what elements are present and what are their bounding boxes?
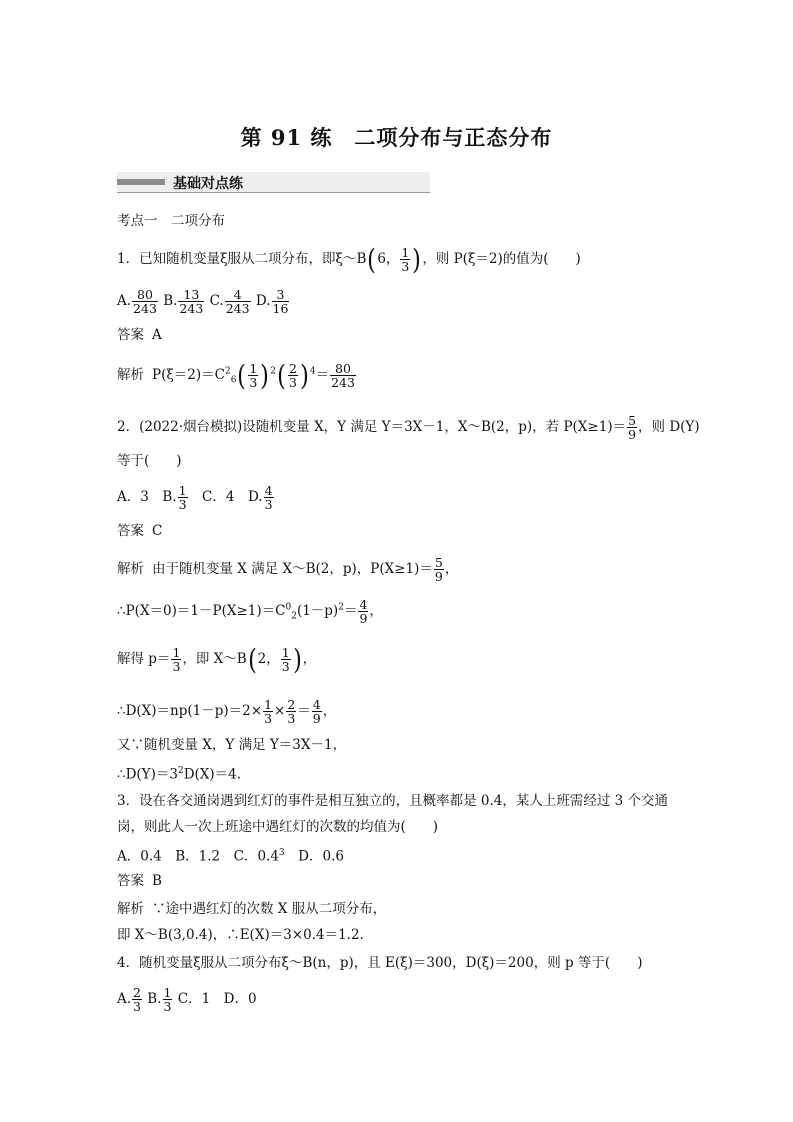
answer-label: 答案 bbox=[117, 327, 144, 343]
question-3: 3．设在各交通岗遇到红灯的事件是相互独立的，且概率都是 0.4，某人上班需经过 3 个交通 bbox=[117, 793, 669, 809]
analysis-label: 解析 bbox=[117, 367, 144, 383]
q2-analysis-2: $\therefore P(X=0)=1-P(X\ge 1)=C^0_2(1-p)^2=$ $\frac{4}{9}$ ， bbox=[117, 597, 383, 626]
q1-number: 1． bbox=[117, 251, 140, 267]
question-2: 2．(2022·烟台模拟)设随机变量 X，Y 满足 Y＝3X－1，X～B(2，p)，若 P(X≥1)＝ $\frac{5}{9}$ ，则 D(Y) bbox=[117, 413, 700, 442]
question-3-cont: 岗，则此人一次上班途中遇红灯的次数的均值为( ) bbox=[117, 819, 439, 835]
q1-answer bbox=[117, 326, 162, 344]
q2-analysis-5: 又∵随机变量 X，Y 满足 Y＝3X－1， bbox=[117, 737, 347, 753]
q2-analysis-6: $\therefore D(Y)=3^2D(X)=4$. bbox=[117, 766, 242, 783]
q3-analysis-1: 解析 ∵途中遇红灯的次数 X 服从二项分布， bbox=[117, 901, 387, 917]
q1-n: 6， bbox=[377, 251, 400, 267]
q1-analysis: 解析 $P(\xi=2)=C^2_6$( $\frac{1}{3}$ )$^2$( $\frac{2}{3}$ )$^4$＝ $\frac{80}{243}$ bbox=[117, 358, 355, 392]
q2-option-c: C．4 bbox=[202, 489, 235, 505]
q2-option-b: B. $\frac{1}{3}$ bbox=[162, 483, 187, 512]
section-label: 基础对点练 bbox=[173, 176, 243, 192]
page-title: 第 91 练 二项分布与正态分布 bbox=[240, 125, 553, 150]
q3-answer: 答案 B bbox=[117, 873, 162, 889]
topic-heading: 考点一 二项分布 bbox=[117, 213, 225, 229]
q1-option-a: A. $\frac{80}{243}$ bbox=[117, 287, 157, 316]
q2-analysis-4: ∴D(X)＝np(1－p)＝2× $\frac{1}{3}$ × $\frac{2}{3}$ ＝ $\frac{4}{9}$ ， bbox=[117, 697, 337, 726]
question-1 bbox=[117, 242, 581, 276]
q4-options bbox=[117, 986, 257, 1013]
q4-option-b: B. $\frac{1}{3}$ bbox=[147, 985, 172, 1014]
q4-option-a: A. $\frac{2}{3}$ bbox=[117, 985, 141, 1014]
section-banner bbox=[117, 172, 430, 193]
left-paren: ( bbox=[367, 242, 377, 276]
q1-stem-end: ，则 P(ξ＝2)的值为( ) bbox=[422, 251, 581, 267]
question-4: 4．随机变量ξ服从二项分布ξ～B(n，p)，且 E(ξ)＝300，D(ξ)＝200，则 p 等于( ) bbox=[117, 955, 643, 971]
q1-p-fraction: $\frac{1}{3}$ bbox=[401, 245, 410, 274]
q2-analysis-1: 解析 由于随机变量 X 满足 X～B(2，p)，P(X≥1)＝ $\frac{5}{9}$ ， bbox=[117, 555, 459, 584]
q1-stem: 已知随机变量ξ服从二项分布，即ξ～B bbox=[139, 251, 367, 267]
q1-option-d: D. $\frac{3}{16}$ bbox=[255, 287, 289, 316]
q1-result-fraction: $\frac{80}{243}$ bbox=[331, 361, 355, 390]
q4-options-rest: C．1 D．0 bbox=[177, 991, 257, 1007]
banner-bar bbox=[117, 179, 165, 185]
q2-option-d: D. $\frac{4}{3}$ bbox=[247, 483, 273, 512]
right-paren: ) bbox=[412, 242, 422, 276]
question-2-cont: 等于( ) bbox=[117, 453, 182, 469]
q2-answer: 答案 C bbox=[117, 523, 163, 539]
q1-option-c: C. $\frac{4}{243}$ bbox=[209, 287, 250, 316]
q3-analysis-2: 即 X～B(3,0.4)，∴E(X)＝3×0.4＝1.2. bbox=[117, 927, 364, 943]
q2-option-a: A．3 bbox=[117, 489, 149, 505]
answer-value: A bbox=[152, 327, 162, 343]
q1-option-b: B. $\frac{13}{243}$ bbox=[163, 287, 204, 316]
q3-options: A．0.4 B．1.2 C．$0.4^3$ D．0.6 bbox=[117, 848, 344, 865]
q1-options bbox=[117, 288, 290, 315]
q2-options bbox=[117, 484, 275, 511]
q2-analysis-3: 解得 p＝ $\frac{1}{3}$ ，即 X～B(2， $\frac{1}{3}$ )， bbox=[117, 642, 317, 676]
